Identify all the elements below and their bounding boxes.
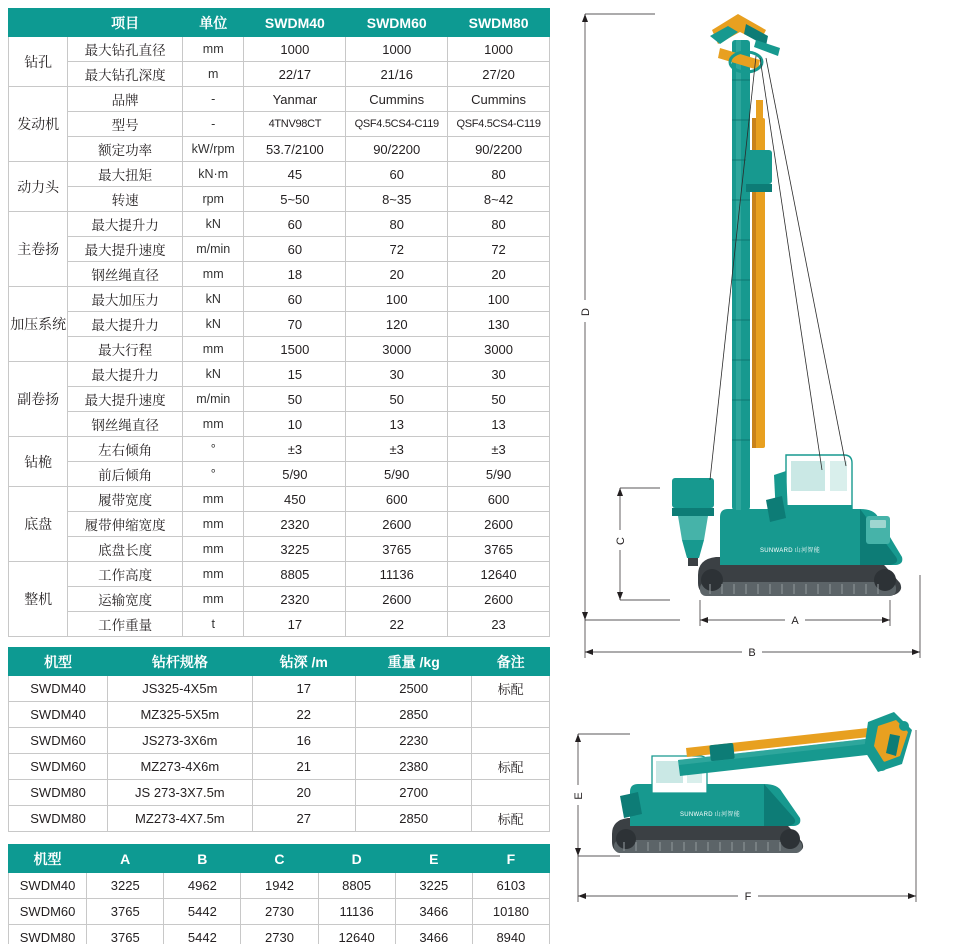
rod-cell-depth: 16 <box>252 728 355 754</box>
dim-cell-d: 12640 <box>318 925 395 944</box>
rod-cell-remark: 标配 <box>472 754 550 780</box>
spec-value-swdm60: 100 <box>346 287 448 312</box>
spec-group-label: 主卷扬 <box>9 212 68 287</box>
table-row <box>9 362 550 387</box>
spec-item-label: 左右倾角 <box>68 437 183 462</box>
table-row <box>9 37 550 62</box>
spec-value-swdm60: 72 <box>346 237 448 262</box>
table-row <box>9 62 550 87</box>
dim-header-a: A <box>87 845 164 873</box>
rod-cell-spec: JS 273-3X7.5m <box>108 780 252 806</box>
spec-item-label: 最大钻孔直径 <box>68 37 183 62</box>
spec-item-label: 品牌 <box>68 87 183 112</box>
dim-cell-c: 1942 <box>241 873 318 899</box>
dimension-e-label: E <box>573 792 585 800</box>
brand-logo-side: SUNWARD 山河智能 <box>759 548 821 554</box>
rod-cell-depth: 21 <box>252 754 355 780</box>
table-row <box>9 337 550 362</box>
spec-value-swdm60: 3000 <box>346 337 448 362</box>
spec-value-swdm80: 8~42 <box>448 187 550 212</box>
spec-value-swdm40: 1500 <box>244 337 346 362</box>
spec-value-swdm60: 90/2200 <box>346 137 448 162</box>
rod-cell-model: SWDM80 <box>9 806 108 832</box>
spec-value-swdm80: 3765 <box>448 537 550 562</box>
rod-header-remark: 备注 <box>472 648 550 676</box>
rod-cell-depth: 17 <box>252 676 355 702</box>
dimension-d <box>578 14 680 620</box>
spec-unit: kW/rpm <box>182 137 244 162</box>
rod-cell-model: SWDM60 <box>9 754 108 780</box>
spec-value-swdm40: 60 <box>244 237 346 262</box>
spec-value-swdm40: 60 <box>244 287 346 312</box>
drill-rod-table-wrap <box>8 647 550 832</box>
table-row <box>9 925 550 944</box>
spec-value-swdm60: 21/16 <box>346 62 448 87</box>
dim-table-body <box>9 873 550 944</box>
spec-item-label: 运输宽度 <box>68 587 183 612</box>
spec-value-swdm80: 23 <box>448 612 550 637</box>
spec-value-swdm60: 30 <box>346 362 448 387</box>
spec-unit: kN <box>182 362 244 387</box>
table-row <box>9 537 550 562</box>
table-row <box>9 187 550 212</box>
spec-item-label: 钢丝绳直径 <box>68 412 183 437</box>
dimension-c-label: C <box>615 537 627 545</box>
spec-unit: mm <box>182 537 244 562</box>
spec-value-swdm40: 18 <box>244 262 346 287</box>
spec-item-label: 底盘长度 <box>68 537 183 562</box>
spec-item-label: 工作重量 <box>68 612 183 637</box>
table-row <box>9 754 550 780</box>
spec-value-swdm40: Yanmar <box>244 87 346 112</box>
drill-rod-table <box>8 647 550 832</box>
dim-cell-f: 6103 <box>472 873 549 899</box>
table-row <box>9 312 550 337</box>
spec-value-swdm40: 8805 <box>244 562 346 587</box>
spec-value-swdm80: 20 <box>448 262 550 287</box>
dim-cell-f: 10180 <box>472 899 549 925</box>
spec-value-swdm40: 3225 <box>244 537 346 562</box>
spec-value-swdm80: 90/2200 <box>448 137 550 162</box>
dimension-b-label: B <box>748 647 756 659</box>
side-view-drawing <box>560 0 960 690</box>
dimension-a <box>700 600 890 628</box>
spec-unit: kN <box>182 312 244 337</box>
spec-value-swdm40: 70 <box>244 312 346 337</box>
dim-header-c: C <box>241 845 318 873</box>
spec-value-swdm60: 600 <box>346 487 448 512</box>
rod-header-spec: 钻杆规格 <box>108 648 252 676</box>
table-row <box>9 137 550 162</box>
spec-unit: kN <box>182 287 244 312</box>
table-row <box>9 612 550 637</box>
spec-unit: - <box>182 87 244 112</box>
spec-header-swdm80: SWDM80 <box>448 9 550 37</box>
spec-item-label: 转速 <box>68 187 183 212</box>
rod-cell-spec: MZ273-4X7.5m <box>108 806 252 832</box>
spec-value-swdm60: 2600 <box>346 587 448 612</box>
table-row <box>9 462 550 487</box>
rod-header-weight: 重量 /kg <box>356 648 472 676</box>
dim-header-e: E <box>395 845 472 873</box>
spec-unit: m/min <box>182 387 244 412</box>
spec-group-label: 发动机 <box>9 87 68 162</box>
spec-item-label: 最大行程 <box>68 337 183 362</box>
table-row <box>9 162 550 187</box>
spec-item-label: 履带伸缩宽度 <box>68 512 183 537</box>
winch-ropes <box>710 56 846 480</box>
spec-table-body <box>9 37 550 637</box>
table-row <box>9 899 550 925</box>
spec-header-swdm40: SWDM40 <box>244 9 346 37</box>
spec-unit: ° <box>182 462 244 487</box>
rod-header-model: 机型 <box>9 648 108 676</box>
dim-header-f: F <box>472 845 549 873</box>
spec-value-swdm60: 50 <box>346 387 448 412</box>
spec-value-swdm40: 50 <box>244 387 346 412</box>
spec-group-label: 动力头 <box>9 162 68 212</box>
spec-item-label: 履带宽度 <box>68 487 183 512</box>
table-row <box>9 112 550 137</box>
table-row <box>9 412 550 437</box>
spec-value-swdm80: 2600 <box>448 512 550 537</box>
dim-cell-model: SWDM40 <box>9 873 87 899</box>
spec-unit: m/min <box>182 237 244 262</box>
dim-cell-c: 2730 <box>241 925 318 944</box>
spec-value-swdm60: ±3 <box>346 437 448 462</box>
spec-value-swdm80: 72 <box>448 237 550 262</box>
tables-column <box>8 8 550 944</box>
rod-cell-remark <box>472 702 550 728</box>
spec-item-label: 最大提升速度 <box>68 387 183 412</box>
rod-header-row <box>9 648 550 676</box>
spec-value-swdm60: 2600 <box>346 512 448 537</box>
table-row <box>9 387 550 412</box>
spec-unit: kN·m <box>182 162 244 187</box>
rod-cell-model: SWDM80 <box>9 780 108 806</box>
mast-head-transport <box>864 712 912 772</box>
spec-item-label: 最大钻孔深度 <box>68 62 183 87</box>
operator-cab <box>786 455 852 513</box>
table-row <box>9 487 550 512</box>
spec-unit: mm <box>182 37 244 62</box>
rod-table-body <box>9 676 550 832</box>
dimension-d-label: D <box>580 308 592 316</box>
rod-cell-model: SWDM60 <box>9 728 108 754</box>
spec-value-swdm80: 600 <box>448 487 550 512</box>
spec-value-swdm40: 2320 <box>244 512 346 537</box>
power-head <box>746 150 772 192</box>
spec-item-label: 最大加压力 <box>68 287 183 312</box>
dim-cell-e: 3225 <box>395 873 472 899</box>
dim-header-d: D <box>318 845 395 873</box>
dimension-f-label: F <box>744 891 752 903</box>
spec-unit: kN <box>182 212 244 237</box>
rod-cell-weight: 2850 <box>356 806 472 832</box>
dim-cell-a: 3765 <box>87 925 164 944</box>
spec-unit: mm <box>182 487 244 512</box>
spec-unit: m <box>182 62 244 87</box>
drill-auger <box>672 478 714 566</box>
spec-value-swdm80: 80 <box>448 162 550 187</box>
spec-value-swdm60: 13 <box>346 412 448 437</box>
dim-cell-b: 4962 <box>164 873 241 899</box>
dimension-table-wrap <box>8 844 550 944</box>
spec-unit: mm <box>182 412 244 437</box>
spec-value-swdm80: 27/20 <box>448 62 550 87</box>
rod-cell-spec: JS273-3X6m <box>108 728 252 754</box>
spec-header-item: 项目 <box>68 9 183 37</box>
dimension-a-label: A <box>791 615 799 627</box>
rod-cell-spec: MZ325-5X5m <box>108 702 252 728</box>
spec-value-swdm60: 8~35 <box>346 187 448 212</box>
drawings-column <box>560 0 960 944</box>
dim-cell-e: 3466 <box>395 899 472 925</box>
spec-group-label: 钻孔 <box>9 37 68 87</box>
spec-value-swdm80: ±3 <box>448 437 550 462</box>
spec-value-swdm60: QSF4.5CS4-C119 <box>346 112 448 137</box>
spec-value-swdm60: 60 <box>346 162 448 187</box>
spec-value-swdm40: 450 <box>244 487 346 512</box>
rod-cell-weight: 2230 <box>356 728 472 754</box>
spec-value-swdm80: 13 <box>448 412 550 437</box>
spec-value-swdm40: 2320 <box>244 587 346 612</box>
spec-value-swdm40: 5/90 <box>244 462 346 487</box>
dim-cell-model: SWDM80 <box>9 925 87 944</box>
table-row <box>9 587 550 612</box>
dim-cell-model: SWDM60 <box>9 899 87 925</box>
spec-value-swdm60: 80 <box>346 212 448 237</box>
dim-cell-e: 3466 <box>395 925 472 944</box>
transport-view-drawing <box>560 700 960 944</box>
rod-cell-depth: 22 <box>252 702 355 728</box>
spec-group-label: 钻桅 <box>9 437 68 487</box>
dim-cell-f: 8940 <box>472 925 549 944</box>
spec-value-swdm80: 30 <box>448 362 550 387</box>
rod-cell-remark: 标配 <box>472 676 550 702</box>
table-row <box>9 262 550 287</box>
table-row <box>9 873 550 899</box>
spec-unit: mm <box>182 587 244 612</box>
spec-item-label: 工作高度 <box>68 562 183 587</box>
dim-cell-b: 5442 <box>164 925 241 944</box>
spec-item-label: 最大提升力 <box>68 212 183 237</box>
spec-value-swdm60: 20 <box>346 262 448 287</box>
spec-value-swdm80: 3000 <box>448 337 550 362</box>
spec-unit: rpm <box>182 187 244 212</box>
specifications-table <box>8 8 550 637</box>
spec-value-swdm40: 60 <box>244 212 346 237</box>
spec-value-swdm40: 45 <box>244 162 346 187</box>
spec-item-label: 前后倾角 <box>68 462 183 487</box>
dim-header-model: 机型 <box>9 845 87 873</box>
support-arm <box>766 471 788 522</box>
rod-cell-depth: 20 <box>252 780 355 806</box>
spec-value-swdm60: 120 <box>346 312 448 337</box>
dim-cell-d: 8805 <box>318 873 395 899</box>
spec-value-swdm60: Cummins <box>346 87 448 112</box>
spec-value-swdm80: 80 <box>448 212 550 237</box>
spec-value-swdm40: 5~50 <box>244 187 346 212</box>
spec-value-swdm80: 5/90 <box>448 462 550 487</box>
rod-cell-depth: 27 <box>252 806 355 832</box>
spec-value-swdm40: 4TNV98CT <box>244 112 346 137</box>
dim-header-b: B <box>164 845 241 873</box>
spec-value-swdm80: 2600 <box>448 587 550 612</box>
spec-value-swdm60: 22 <box>346 612 448 637</box>
rod-cell-spec: MZ273-4X6m <box>108 754 252 780</box>
dim-cell-c: 2730 <box>241 899 318 925</box>
table-row <box>9 212 550 237</box>
rear-support-arm <box>620 792 642 818</box>
spec-value-swdm80: 1000 <box>448 37 550 62</box>
dim-cell-a: 3765 <box>87 899 164 925</box>
spec-value-swdm80: QSF4.5CS4-C119 <box>448 112 550 137</box>
spec-item-label: 钢丝绳直径 <box>68 262 183 287</box>
table-row <box>9 806 550 832</box>
spec-unit: mm <box>182 562 244 587</box>
spec-header-unit: 单位 <box>182 9 244 37</box>
spec-value-swdm40: 15 <box>244 362 346 387</box>
spec-item-label: 型号 <box>68 112 183 137</box>
spec-value-swdm80: 12640 <box>448 562 550 587</box>
table-row <box>9 437 550 462</box>
spec-value-swdm60: 5/90 <box>346 462 448 487</box>
table-row <box>9 87 550 112</box>
spec-item-label: 额定功率 <box>68 137 183 162</box>
dim-cell-a: 3225 <box>87 873 164 899</box>
spec-unit: - <box>182 112 244 137</box>
spec-unit: mm <box>182 512 244 537</box>
spec-group-label: 副卷扬 <box>9 362 68 437</box>
rod-cell-spec: JS325-4X5m <box>108 676 252 702</box>
rod-cell-remark <box>472 780 550 806</box>
rod-cell-weight: 2500 <box>356 676 472 702</box>
spec-item-label: 最大提升力 <box>68 312 183 337</box>
brand-logo-transport: SUNWARD 山河智能 <box>679 812 741 818</box>
spec-header-blank <box>9 9 68 37</box>
spec-value-swdm80: 50 <box>448 387 550 412</box>
table-row <box>9 237 550 262</box>
spec-unit: mm <box>182 262 244 287</box>
spec-item-label: 最大扭矩 <box>68 162 183 187</box>
side-view-svg <box>560 0 960 690</box>
spec-group-label: 加压系统 <box>9 287 68 362</box>
spec-header-row <box>9 9 550 37</box>
drilling-rig-transport-illustration <box>612 712 912 853</box>
spec-item-label: 最大提升速度 <box>68 237 183 262</box>
spec-value-swdm40: 22/17 <box>244 62 346 87</box>
spec-unit: t <box>182 612 244 637</box>
spec-value-swdm60: 1000 <box>346 37 448 62</box>
table-row <box>9 780 550 806</box>
rod-cell-model: SWDM40 <box>9 702 108 728</box>
drilling-rig-side-illustration <box>672 14 902 596</box>
spec-unit: ° <box>182 437 244 462</box>
rod-cell-weight: 2850 <box>356 702 472 728</box>
rod-cell-remark <box>472 728 550 754</box>
spec-value-swdm80: 100 <box>448 287 550 312</box>
rod-header-depth: 钻深 /m <box>252 648 355 676</box>
spec-value-swdm80: 130 <box>448 312 550 337</box>
table-row <box>9 728 550 754</box>
lowered-mast <box>678 728 876 776</box>
rod-cell-model: SWDM40 <box>9 676 108 702</box>
spec-value-swdm40: 10 <box>244 412 346 437</box>
spec-unit: mm <box>182 337 244 362</box>
spec-value-swdm40: 53.7/2100 <box>244 137 346 162</box>
table-row <box>9 702 550 728</box>
upper-structure <box>720 509 902 565</box>
spec-value-swdm40: ±3 <box>244 437 346 462</box>
dimension-table <box>8 844 550 944</box>
dim-cell-b: 5442 <box>164 899 241 925</box>
dim-cell-d: 11136 <box>318 899 395 925</box>
spec-value-swdm60: 11136 <box>346 562 448 587</box>
table-row <box>9 676 550 702</box>
spec-group-label: 整机 <box>9 562 68 637</box>
table-row <box>9 562 550 587</box>
dimension-c <box>613 488 670 600</box>
rod-cell-remark: 标配 <box>472 806 550 832</box>
table-row <box>9 287 550 312</box>
spec-group-label: 底盘 <box>9 487 68 562</box>
table-row <box>9 512 550 537</box>
spec-value-swdm40: 1000 <box>244 37 346 62</box>
spec-value-swdm40: 17 <box>244 612 346 637</box>
transport-view-svg <box>560 700 960 944</box>
spec-header-swdm60: SWDM60 <box>346 9 448 37</box>
rod-cell-weight: 2380 <box>356 754 472 780</box>
spec-value-swdm80: Cummins <box>448 87 550 112</box>
spec-item-label: 最大提升力 <box>68 362 183 387</box>
drill-mast <box>732 40 750 510</box>
spec-value-swdm60: 3765 <box>346 537 448 562</box>
rod-cell-weight: 2700 <box>356 780 472 806</box>
dim-header-row <box>9 845 550 873</box>
